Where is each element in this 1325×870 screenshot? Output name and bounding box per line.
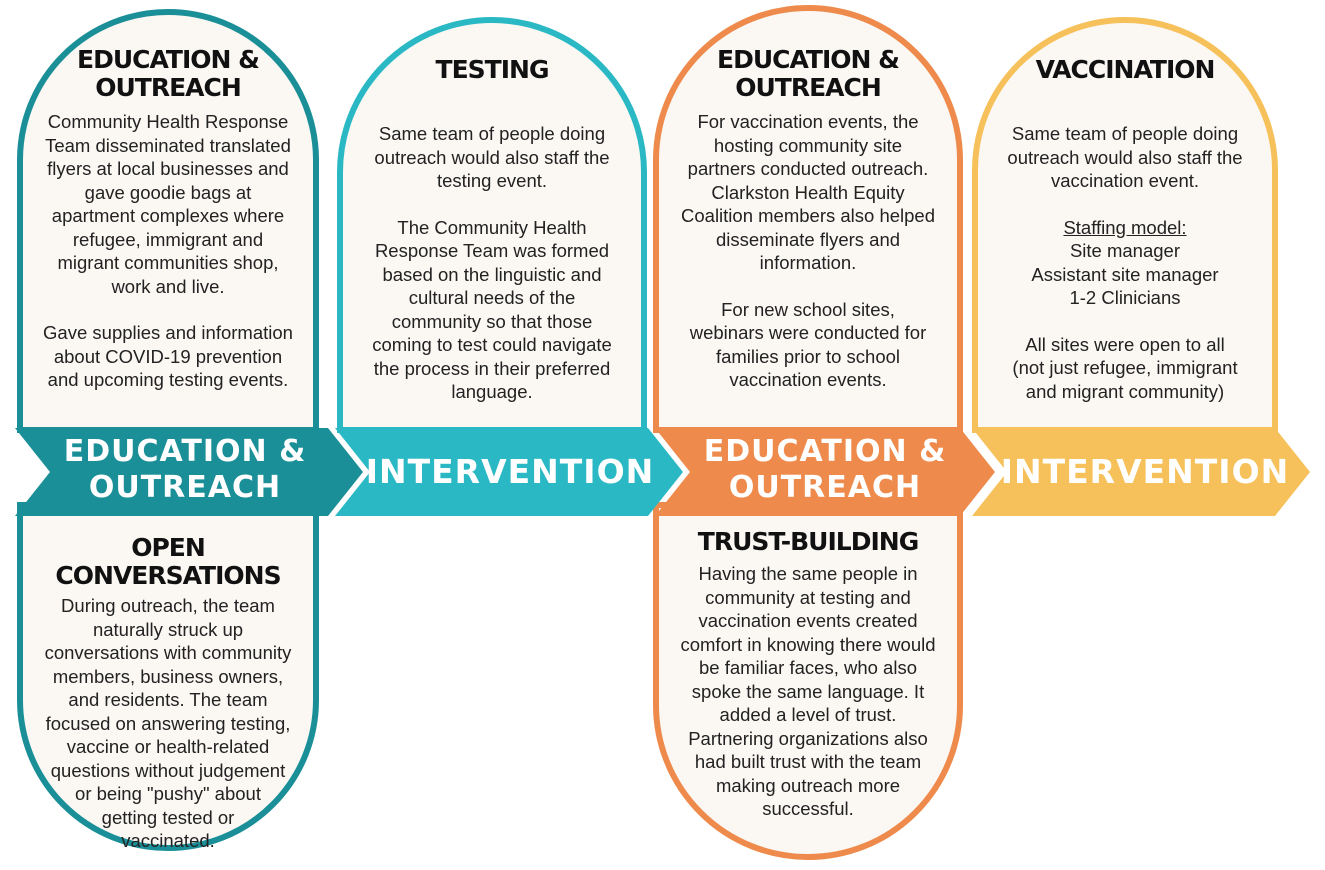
body-line: or being "pushy" about — [75, 783, 261, 804]
body-line: For vaccination events, the — [697, 111, 919, 132]
card-title-line: OUTREACH — [735, 73, 881, 102]
body-line: gave goodie bags at — [84, 181, 252, 203]
body-line: The Community Health — [397, 216, 587, 238]
body-line: focused on answering testing, — [45, 712, 291, 734]
card-body — [660, 562, 956, 821]
card-education-outreach-2 — [660, 46, 956, 392]
card-vaccination — [979, 56, 1271, 403]
body-line: testing event. — [436, 170, 548, 191]
body-line: the process in their preferred — [373, 357, 611, 379]
body-line: getting tested or — [101, 806, 235, 828]
body-line: community so that those — [391, 310, 593, 332]
body-line: vaccination events. — [729, 369, 887, 390]
card-title: VACCINATION — [1035, 55, 1215, 84]
body-line: and migrant community) — [1025, 380, 1225, 402]
card-title-line: EDUCATION & — [717, 45, 899, 74]
card-body — [344, 122, 640, 404]
body-line: comfort in knowing there would — [680, 633, 936, 655]
body-line: outreach would also staff the — [374, 146, 610, 168]
body-line: For new school sites, — [721, 298, 895, 320]
body-line: had built trust with the team — [694, 751, 922, 772]
card-trust-building — [660, 528, 956, 821]
band-label-line: OUTREACH — [88, 470, 282, 505]
card-body — [22, 594, 314, 853]
body-line: vaccination event. — [1050, 170, 1200, 191]
body-line: disseminate flyers and — [715, 228, 901, 250]
body-line: conversations with community — [44, 642, 292, 663]
body-line: vaccine or health-related — [66, 736, 270, 757]
card-body — [24, 110, 312, 392]
body-line: cultural needs of the — [408, 287, 576, 308]
body-line: Clarkston Health Equity — [711, 181, 905, 203]
body-line: Gave supplies and information — [43, 322, 293, 343]
body-line: refugee, immigrant and — [72, 228, 264, 250]
card-title: TRUST-BUILDING — [697, 527, 919, 556]
body-line: spoke the same language. It — [691, 680, 925, 702]
body-line: hosting community site — [713, 134, 903, 156]
body-line: coming to test could navigate — [372, 334, 612, 355]
band-label-line: OUTREACH — [728, 470, 922, 505]
card-education-outreach-1 — [24, 46, 312, 392]
band-label-intervention-1 — [360, 452, 660, 492]
body-line: (not just refugee, immigrant — [1012, 357, 1238, 378]
body-line: Coalition members also helped — [681, 205, 935, 226]
body-line: members, business owners, — [52, 665, 284, 687]
body-line: 1-2 Clinicians — [1069, 287, 1181, 308]
body-line: migrant communities shop, — [57, 252, 279, 273]
staffing-model-heading: Staffing model: — [1063, 216, 1187, 238]
body-line: webinars were conducted for — [689, 322, 927, 343]
card-title-line: EDUCATION & — [77, 45, 259, 74]
body-line: Same team of people doing — [378, 123, 606, 144]
band-label-line: INTERVENTION — [1000, 452, 1290, 491]
body-line: Partnering organizations also — [688, 727, 928, 749]
card-body — [979, 122, 1271, 403]
card-title: TESTING — [435, 55, 549, 84]
body-line: vaccination events created — [698, 610, 918, 631]
body-line: added a level of trust. — [719, 704, 897, 725]
body-line: families prior to school — [715, 345, 901, 367]
band-label-education-outreach-1 — [45, 434, 325, 506]
body-line: making outreach more — [715, 774, 901, 796]
body-line: community at testing and — [705, 586, 911, 608]
card-title: OPEN CONVERSATIONS — [55, 533, 281, 590]
body-line: and upcoming testing events. — [47, 369, 289, 390]
body-line: Site manager — [1069, 240, 1181, 261]
body-line: Community Health Response — [47, 111, 289, 132]
body-line: work and live. — [111, 275, 225, 297]
body-line: All sites were open to all — [1025, 333, 1225, 355]
card-testing — [344, 56, 640, 404]
body-line: language. — [451, 381, 533, 402]
body-line: questions without judgement — [50, 759, 286, 781]
band-label-line: EDUCATION & — [703, 434, 947, 469]
body-line: based on the linguistic and — [382, 263, 602, 285]
card-title — [24, 46, 312, 102]
body-line: Same team of people doing — [1011, 123, 1239, 144]
body-line: Response Team was formed — [374, 240, 610, 261]
band-label-line: EDUCATION & — [63, 434, 307, 469]
body-line: During outreach, the team — [61, 595, 275, 616]
body-line: be familiar faces, who also — [699, 657, 917, 678]
band-label-line: INTERVENTION — [365, 452, 655, 491]
body-line: Having the same people in — [698, 563, 918, 584]
band-label-education-outreach-2 — [685, 434, 965, 506]
body-line: about COVID-19 prevention — [53, 345, 283, 367]
band-label-intervention-2 — [995, 452, 1295, 492]
body-line: naturally struck up — [92, 618, 244, 640]
card-body — [660, 110, 956, 392]
body-line: and residents. The team — [68, 689, 268, 710]
body-line: successful. — [762, 798, 854, 819]
body-line: information. — [759, 252, 857, 273]
card-open-conversations — [22, 534, 314, 853]
body-line: apartment complexes where — [51, 205, 285, 226]
card-title-line: OUTREACH — [95, 73, 241, 102]
body-line: Team disseminated translated — [45, 134, 291, 156]
body-line: flyers at local businesses and — [47, 158, 289, 179]
body-line: outreach would also staff the — [1007, 146, 1243, 168]
body-line: partners conducted outreach. — [687, 158, 929, 179]
body-line: Assistant site manager — [1031, 263, 1219, 285]
card-title — [660, 46, 956, 102]
body-line: vaccinated. — [121, 830, 215, 851]
